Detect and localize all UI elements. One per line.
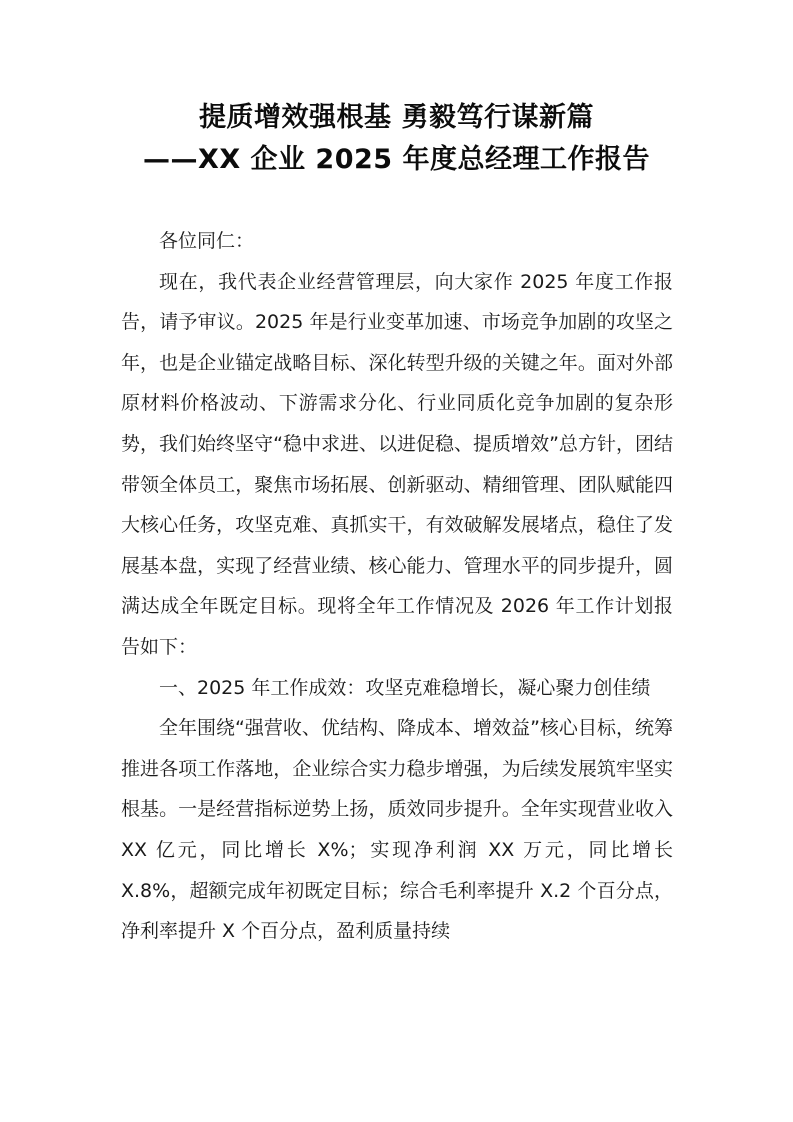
document-body [121,221,673,952]
paragraph-intro: 现在，我代表企业经营管理层，向大家作 2025 年度工作报告，请予审议。2025 年是行业变革加速、市场竞争加剧的攻坚之年，也是企业锚定战略目标、深化转型升级的关键之年。面对外部原材料价格波动、下游需求分化、行业同质化竞争加剧的复杂形势，我们始终坚守“稳中求进、以进促稳、提质增效”总方针，团结带领全体员工，聚焦市场拓展、创新驱动、精细管理、团队赋能四大核心任务，攻坚克难、真抓实干，有效破解发展堵点，稳住了发展基本盘，实现了经营业绩、核心能力、管理水平的同步提升，圆满达成全年既定目标。现将全年工作情况及 2026 年工作计划报告如下： [121,270,673,658]
document-title-line-1: 提质增效强根基 勇毅笃行谋新篇 [199,102,594,133]
salutation: 各位同仁： [159,230,255,252]
paragraph-achievements: 全年围绕“强营收、优结构、降成本、增效益”核心目标，统筹推进各项工作落地，企业综合实力稳步增强，为后续发展筑牢坚实根基。一是经营指标逆势上扬，质效同步提升。全年实现营业收入 XX 亿元，同比增长 X%；实现净利润 XX 万元，同比增长 X.8%，超额完成年初既定目标；综合毛利率提升 X.2 个百分点，净利率提升 X 个百分点，盈利质量持续 [121,717,673,943]
document-title-line-2: ——XX 企业 2025 年度总经理工作报告 [143,144,650,175]
section-heading-1: 一、2025 年工作成效：攻坚克难稳增长，凝心聚力创佳绩 [159,676,651,699]
